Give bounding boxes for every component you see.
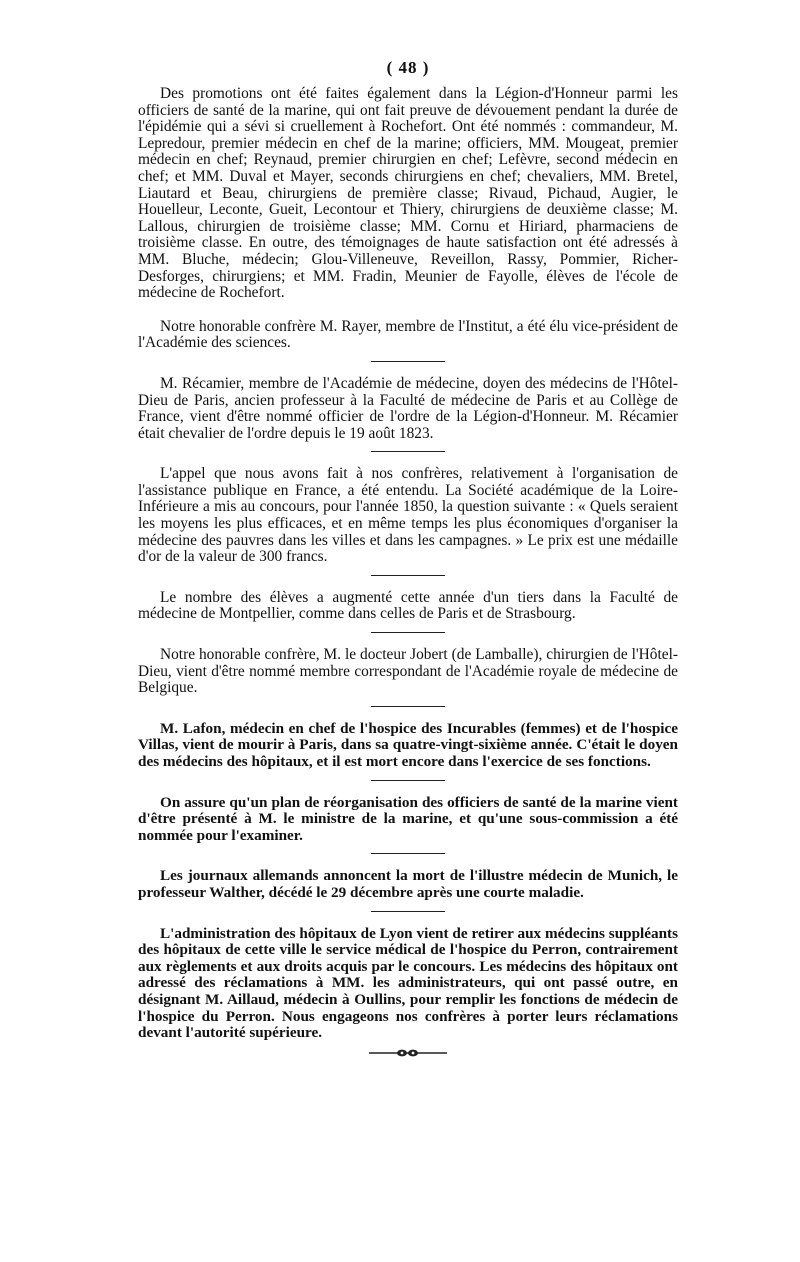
news-paragraph-recamier: M. Récamier, membre de l'Académie de médecine, doyen des médecins de l'Hôtel-Dieu de Paris, ancien professeur à la Faculté de médecine de Paris et au Collège de France, vient d'être nommé officier de l'ordre de la Légion-d'Honneur. M. Récamier était chevalier de l'ordre depuis le 19 août 1823. bbox=[138, 374, 678, 442]
end-ornament-icon bbox=[369, 1048, 447, 1058]
section-divider bbox=[371, 780, 445, 781]
news-paragraph-rayer: Notre honorable confrère M. Rayer, membre de l'Institut, a été élu vice-président de l'Académie des sciences. bbox=[138, 317, 678, 352]
news-paragraph-walther: Les journaux allemands annoncent la mort de l'illustre médecin de Munich, le professeur Walther, décédé le 29 décembre après une courte maladie. bbox=[138, 867, 678, 901]
section-divider bbox=[371, 853, 445, 854]
news-paragraph-officiers-sante: On assure qu'un plan de réorganisation des officiers de santé de la marine vient d'être présenté à M. le ministre de la marine, et qu'une sous-commission a été nommée pour l'examiner. bbox=[138, 793, 678, 844]
section-divider bbox=[371, 451, 445, 452]
page-number: ( 48 ) bbox=[386, 58, 430, 77]
news-paragraph-lafon: M. Lafon, médecin en chef de l'hospice des Incurables (femmes) et de l'hospice Villas, vient de mourir à Paris, dans sa quatre-vingt-sixième année. C'était le doyen des médecins des hôpitaux, et il est mort encore dans l'exercice de ses fonctions. bbox=[138, 719, 678, 770]
section-divider bbox=[371, 361, 445, 362]
news-paragraph-legion-honneur-marine: Des promotions ont été faites également dans la Légion-d'Honneur parmi les officiers de santé de la marine, qui ont fait preuve de dévouement pendant la durée de l'épidémie qui a sévi si cruellement à Rochefort. Ont été nommés : commandeur, M. Lepredour, premier médecin en chef de la marine; officiers, MM. Mougeat, premier médecin en chef; Reynaud, premier chirurgien en chef; Lefèvre, second médecin en chef; et MM. Duval et Mayer, seconds chirurgiens en chef; chevaliers, MM. Bretel, Liautard et Beau, chirurgiens de première classe; Rivaud, Pichaud, Augier, le Houelleur, Leconte, Gueit, Lecontour et Thiery, chirurgiens de deuxième classe; M. Lallous, chirurgien de troisième classe; MM. Cornu et Hiriard, pharmaciens de troisième classe. En outre, des témoignages de haute satisfaction ont été adressés à MM. Bluche, médecin; Glou-Villeneuve, Reveillon, Rassy, Pommier, Richer-Desforges, chirurgiens; et MM. Fradin, Meunier de Fayolle, élèves de l'école de médecine de Rochefort. bbox=[138, 85, 678, 302]
paragraph-spacer bbox=[138, 302, 678, 319]
document-page bbox=[138, 58, 678, 1058]
news-paragraph-jobert: Notre honorable confrère, M. le docteur Jobert (de Lamballe), chirurgien de l'Hôtel-Dieu, vient d'être nommé membre correspondant de l'Académie royale de médecine de Belgique. bbox=[138, 646, 678, 697]
section-divider bbox=[371, 911, 445, 912]
news-paragraph-assistance-publique: L'appel que nous avons fait à nos confrères, relativement à l'organisation de l'assistance publique en France, a été entendu. La Société académique de la Loire-Inférieure a mis au concours, pour l'année 1850, la question suivante : « Quels seraient les moyens les plus efficaces, et en même temps les plus économiques d'organiser la médecine des pauvres dans les villes et dans les campagnes. » Le prix est une médaille d'or de la valeur de 300 francs. bbox=[138, 465, 678, 566]
news-paragraph-montpellier: Le nombre des élèves a augmenté cette année d'un tiers dans la Faculté de médecine de Montpellier, comme dans celles de Paris et de Strasbourg. bbox=[138, 588, 678, 623]
section-divider bbox=[371, 632, 445, 633]
news-paragraph-lyon-hopitaux: L'administration des hôpitaux de Lyon vient de retirer aux médecins suppléants des hôpitaux de cette ville le service médical de l'hospice du Perron, contrairement aux règlements et aux droits acquis par le concours. Les médecins des hôpitaux ont adressé des réclamations à MM. les administrateurs, qui ont passé outre, en désignant M. Aillaud, médecin à Oullins, pour remplir les fonctions de médecin de l'hospice du Perron. Nous engageons nos confrères à porter leurs réclamations devant l'autorité supérieure. bbox=[138, 924, 678, 1042]
section-divider bbox=[371, 575, 445, 576]
section-divider bbox=[371, 706, 445, 707]
